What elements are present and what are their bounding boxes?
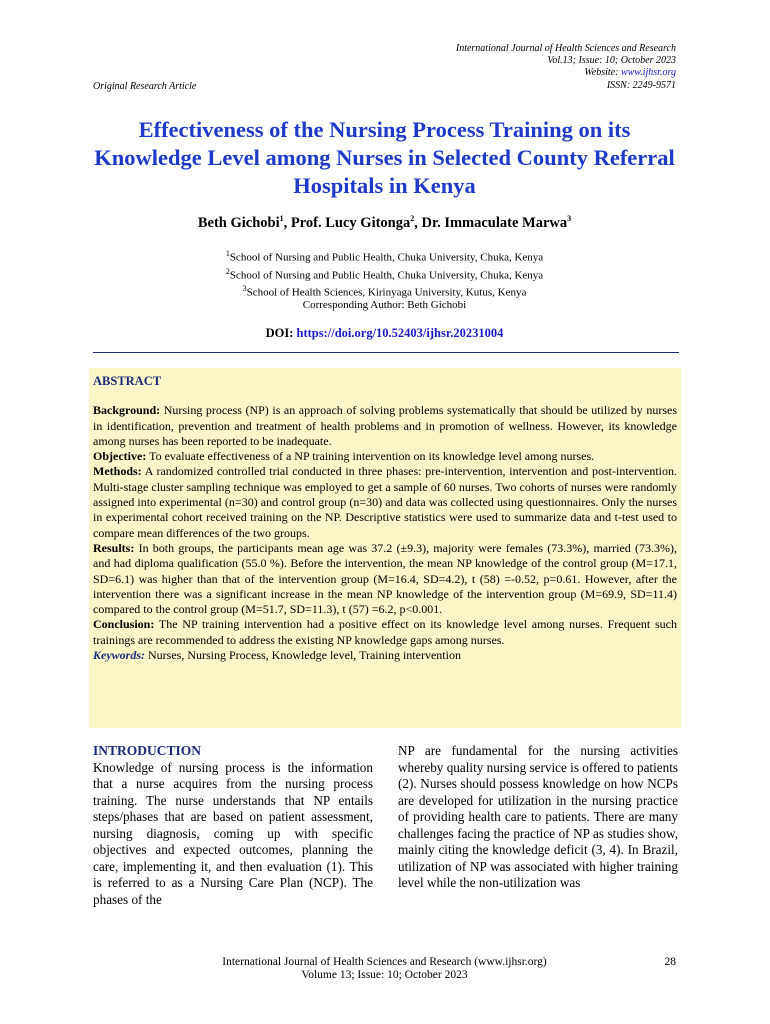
affiliation: $^2$School of Nursing and Public Health, Chuka University, Chuka, Kenya: [225, 266, 544, 282]
journal-header: [456, 43, 676, 92]
section-heading-introduction: INTRODUCTION: [93, 743, 202, 758]
intro-paragraph: Knowledge of nursing process is the information that a nurse acquires from the nursing process training. The nurse understands that NP entails steps/phases that are based on patient assessment, nursing diagnosis, coming up with specific objectives and expected outcomes, planning the care, implementing it, and then evaluation (1). This is referred to as a Nursing Care Plan (NCP). The phases of the: [93, 759, 373, 907]
website-link[interactable]: www.ijhsr.org: [620, 67, 676, 79]
article-type: Original Research Article: [93, 81, 197, 92]
doi-line: DOI: https://doi.org/10.52403/ijhsr.20231004: [265, 326, 504, 340]
intro-paragraph-continued: NP are fundamental for the nursing activities whereby quality nursing service is offered to patients (2). Nurses should possess knowledge on how NCPs are developed for utilization in the nursing practice of providing health care to patients. There are many challenges facing the practice of NP as studies show, mainly citing the knowledge deficit (3, 4). In Brazil, utilization of NP was associated with higher training level while the non-utilization was: [398, 743, 678, 890]
volume-line: Vol.13; Issue: 10; October 2023: [547, 55, 676, 67]
footer-volume: Volume 13; Issue: 10; October 2023: [301, 969, 468, 981]
author: Prof. Lucy Gitonga$^2$,: [290, 214, 422, 231]
author-list: [93, 214, 676, 232]
body-column-right: [398, 743, 678, 892]
corresponding-author: Corresponding Author: Beth Gichobi: [302, 299, 467, 311]
website-line: Website: www.ijhsr.org: [584, 67, 676, 79]
abstract-box: [89, 368, 681, 728]
footer-journal: International Journal of Health Sciences and Research (www.ijhsr.org): [222, 956, 547, 968]
abstract-conclusion: Conclusion: The NP training intervention had a positive effect on its knowledge level among nurses. Frequent such trainings are recommended to address the existing NP knowledge gaps among nurses.: [93, 617, 677, 647]
divider: [93, 352, 679, 353]
affiliation: $^3$School of Health Sciences, Kirinyaga University, Kutus, Kenya: [242, 284, 527, 299]
author: Dr. Immaculate Marwa$^3$: [421, 214, 572, 231]
doi-link[interactable]: https://doi.org/10.52403/ijhsr.20231004: [296, 326, 504, 340]
affiliation: $^1$School of Nursing and Public Health, Chuka University, Chuka, Kenya: [225, 249, 544, 264]
abstract-results: Results: In both groups, the participants mean age was 37.2 (±9.3), majority were females (73.3%), married (73.3%), and had diploma qualification (55.0 %). Before the intervention, the mean NP knowledge of the control group (M=17.1, SD=6.1) was higher than that of the intervention group (M=16.4, SD=4.2), t (58) =-0.52, p=0.61. However, after the intervention there was a significant increase in the mean NP knowledge of the intervention group (M=69.9, SD=11.4) compared to the control group (M=51.7, SD=11.3), t (57) =6.2, p<0.001.: [93, 540, 677, 617]
author: Beth Gichobi$^1$,: [197, 214, 291, 231]
affiliations: [93, 247, 676, 300]
page-footer: [93, 956, 676, 982]
abstract-heading: ABSTRACT: [93, 374, 162, 388]
paper-title: Effectiveness of the Nursing Process Training on its Knowledge Level among Nurses in Selected County Referral Hospitals in Kenya: [94, 117, 675, 198]
journal-name: International Journal of Health Sciences and Research: [455, 43, 676, 54]
body-column-left: [93, 743, 373, 908]
issn: ISSN: 2249-9571: [606, 79, 676, 91]
page-number: 28: [664, 956, 676, 968]
abstract-background: Background: Nursing process (NP) is an approach of solving problems systematically that should be utilized by nurses in identification, prevention and treatment of health problems and in promotion of wellness. However, its knowledge among nurses has been reported to be inadequate.: [93, 403, 677, 448]
abstract-objective: Objective: To evaluate effectiveness of a NP training intervention on its knowledge level among nurses.: [93, 449, 595, 464]
keywords: Keywords: Nurses, Nursing Process, Knowledge level, Training intervention: [93, 648, 461, 663]
abstract-methods: Methods: A randomized controlled trial conducted in three phases: pre-intervention, intervention and post-intervention. Multi-stage cluster sampling technique was employed to get a sample of 60 nurses. Two cohorts of nurses were randomly assigned into experimental (n=30) and control group (n=30) and data was collected using questionnaires. Only the nurses in experimental cohort received training on the NP. Descriptive statistics were used to summarize data and t-test used to compare mean differences of the two groups.: [93, 464, 677, 540]
